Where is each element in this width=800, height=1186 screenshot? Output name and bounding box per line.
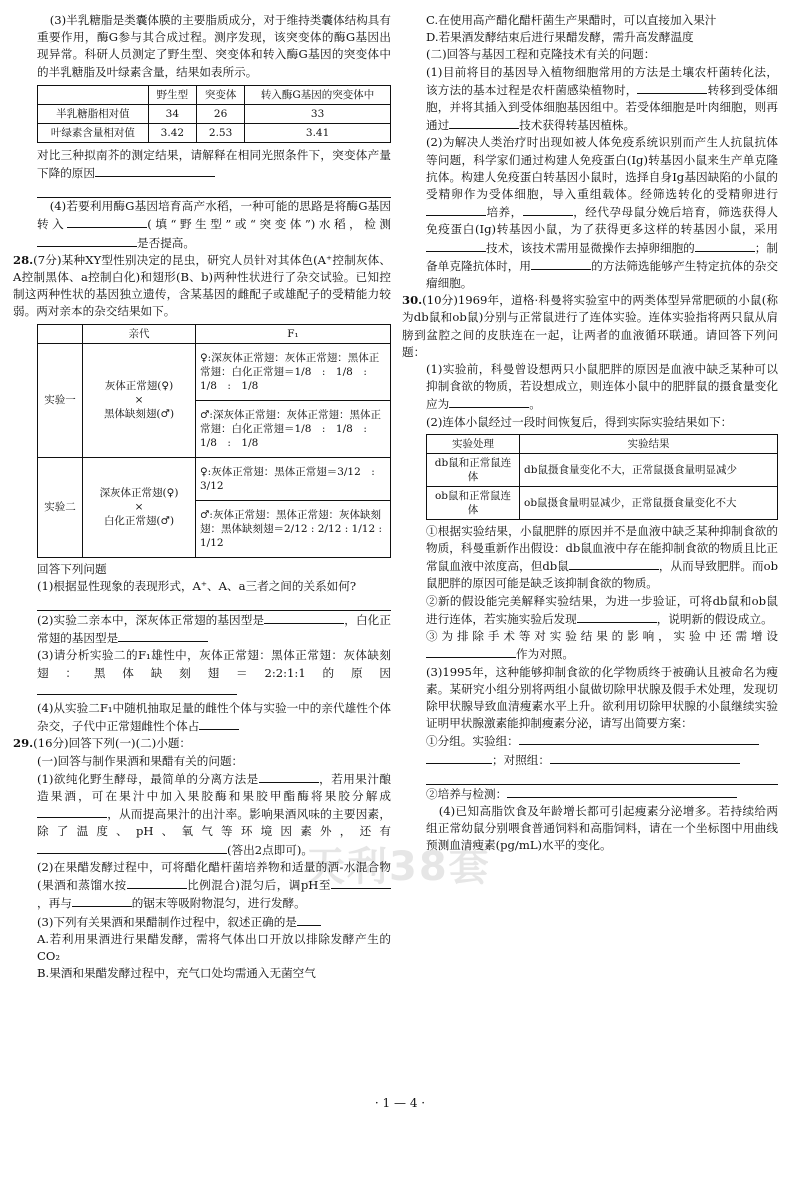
question-text: (16分)回答下列(一)(二)小题： [33, 736, 192, 751]
answer-blank [72, 894, 132, 907]
question-text: (3)下列有关果酒和果醋制作过程中，叙述正确的是 [37, 914, 297, 929]
question-text: (填“野生型”或“突变体”)水稻，检测 [147, 217, 391, 232]
question-number: 29. [13, 736, 34, 751]
question-29-part1-title: (一)回答与制作果酒和果醋有关的问题： [37, 753, 244, 768]
question-text: 是否提高。 [137, 235, 195, 250]
table-header-cell: 转入酶G基因的突变体中 [245, 85, 391, 104]
table-header-cell: 亲代 [83, 324, 196, 343]
paragraph-compare [37, 147, 391, 182]
question-text: ，若用果汁酿造果酒，可在果汁中加入果胶酶和果胶甲酯酶将果胶分解成 [37, 771, 391, 804]
question-text: (7分)某种XY型性别决定的昆虫，研究人员针对其体色(A⁺控制灰体、A控制黑体、a控制白化)和翅形(B、b)两种性状进行了杂交试验。已知控制这两种性状的基因独立遗传，含某基因的雌配子或雄配子的受精能力较弱。两对亲本的杂交结果如下。 [13, 252, 391, 319]
answer-blank [259, 770, 319, 783]
question-text: ①分组。实验组： [426, 734, 519, 749]
question-text: ①根据实验结果，小鼠肥胖的原因并不是血液中缺乏某种抑制食欲的物质，科曼重新作出假设：db鼠血液中存在能抑制食欲的物质且比正常鼠血液中浓度高，但db鼠 [426, 523, 778, 574]
question-29-i-2 [37, 859, 391, 913]
table-header-cell: F₁ [196, 324, 391, 343]
question-text: 培养， [486, 205, 523, 220]
question-30-3-2 [426, 785, 778, 803]
question-text: 作为对照。 [516, 647, 574, 662]
table-header-row [38, 85, 391, 104]
table-row [38, 104, 391, 123]
answer-blank [449, 116, 519, 129]
question-29-ii-2 [426, 134, 778, 292]
right-column [402, 12, 778, 855]
answer-blank [127, 876, 187, 889]
f1-male-cell: ♂:深灰体正常翅：灰体正常翅：黑体正常翅：白化正常翅＝1/8 : 1/8 : 1/8 : 1/8 [196, 400, 391, 457]
answer-blank [67, 215, 147, 228]
table-header-cell [38, 85, 149, 104]
cross-symbol: × [134, 501, 144, 514]
table-cell: 34 [148, 104, 196, 123]
question-text: ，从而导致肥胖。而ob鼠肥胖的原因可能是缺乏该抑制食欲的物质。 [426, 559, 778, 591]
answer-blank [95, 164, 215, 177]
option-d: D.若果酒发酵结束后进行果醋发酵，需升高发酵温度 [426, 30, 694, 45]
question-text: (1)目前将目的基因导入植物细胞常用的方法是土壤农杆菌转化法，该方法的基本过程是农杆菌感染植物时， [426, 64, 778, 97]
f1-male-cell: ♂:灰体正常翅：黑体正常翅：灰体缺刻翅：黑体缺刻翅＝2/12 : 2/12 : 1/12 : 1/12 [196, 500, 391, 557]
option-b: B.果酒和果醋发酵过程中，充气口处均需通入无菌空气 [37, 966, 316, 981]
question-28-2 [37, 611, 391, 647]
table-cell: 26 [196, 104, 244, 123]
question-30 [402, 292, 778, 361]
galactolipid-table [37, 85, 391, 143]
question-30-3-1 [426, 732, 778, 750]
table-cell: 3.41 [245, 123, 391, 142]
table-header-cell: 突变体 [196, 85, 244, 104]
answer-blank [297, 913, 321, 926]
question-30-1: (1)实验前，科曼曾设想两只小鼠肥胖的原因是血液中缺乏某种可以抑制食欲的物质，若设想成立，则连体小鼠中的肥胖鼠的摄食量变化应为 。 [426, 362, 778, 412]
answer-blank [550, 751, 740, 764]
question-text: (3)请分析实验二的F₁雄性中，灰体正常翅：黑体正常翅：灰体缺刻翅：黑体缺刻翅＝2:2:1:1的原因 [37, 648, 391, 680]
question-text: ，经代孕母鼠分娩后培育，筛选获得人免疫蛋白(Ig)转基因小鼠，为了获得更多这样的转基因小鼠，采用 [426, 205, 778, 237]
question-text: (2)实验二亲本中，深灰体正常翅的基因型是 [37, 613, 265, 628]
watermark-text: 天利38套 [305, 844, 491, 890]
question-30-2-3 [426, 628, 778, 663]
option-a: A.若利用果酒进行果醋发酵，需将气体出口开放以排除发酵产生的CO₂ [37, 931, 391, 963]
answer-blank [426, 751, 492, 764]
question-30-3-1b [426, 751, 778, 769]
question-29-i-1 [37, 770, 391, 859]
question-30-2: (2)连体小鼠经过一段时间恢复后，得到实际实验结果如下： [426, 414, 733, 429]
question-text: ②培养与检测： [426, 786, 508, 801]
answer-line [37, 182, 391, 198]
question-text: (答出2点即可)。 [227, 842, 313, 857]
question-text: ；对照组： [492, 752, 550, 767]
answer-blank [523, 203, 573, 216]
question-number: 28. [13, 252, 34, 267]
question-text: ②新的假设能完美解释实验结果，为进一步验证，可将db鼠和ob鼠进行连体，若实施实验后发现 [426, 593, 778, 626]
question-text: (10分)1969年，道格·科曼将实验室中的两类体型异常肥硕的小鼠(称为db鼠和ob鼠)分别与正常鼠进行了连体实验。连体实验指将两只鼠从肩膀到盆腔之间的皮肤连在一起，让两者的血液循环联通。请回答下列问题： [402, 293, 778, 359]
answer-blank [426, 239, 486, 252]
parent-female: 灰体正常翅(♀) [104, 380, 174, 393]
parent-cell [83, 343, 196, 457]
question-text: 技术获得转基因植株。 [519, 118, 636, 133]
table-cell: 2.53 [196, 123, 244, 142]
option-c: C.在使用高产醋化醋杆菌生产果醋时，可以直接加入果汁 [426, 13, 717, 27]
table-cell: ob鼠摄食量明显减少，正常鼠摄食量变化不大 [520, 486, 778, 519]
experiment-label: 实验一 [38, 343, 83, 457]
question-text: ③为排除手术等对实验结果的影响，实验中还需增设 [426, 629, 778, 644]
table-row [427, 453, 778, 486]
question-text: 对比三种拟南芥的测定结果，请解释在相同光照条件下，突变体产量下降的原因 [37, 147, 391, 181]
question-29 [13, 735, 391, 752]
answer-intro: 回答下列问题 [37, 561, 107, 576]
table-row [38, 457, 391, 500]
question-30-3: (3)1995年，这种能够抑制食欲的化学物质终于被确认且被命名为瘦素。某研究小组分别将两组小鼠做切除甲状腺及假手术处理，发现切除甲状腺导致血清瘦素水平上升。欲利用切除甲状腺的小鼠继续实验证明甲状腺激素能抑制瘦素分泌，请写出简要方案： [426, 664, 778, 731]
answer-blank [37, 841, 227, 854]
answer-line [37, 595, 391, 611]
answer-blank [449, 395, 529, 408]
answer-blank [426, 203, 486, 216]
left-column [13, 12, 396, 982]
question-30-4: (4)已知高脂饮食及年龄增长都可引起瘦素分泌增多。若持续给两组正常幼鼠分别喂食普通饲料和高脂饲料，请在一个坐标图中用曲线预测血清瘦素(pg/mL)水平的变化。 [426, 803, 778, 853]
question-text: 比例混合)混匀后，调pH至 [186, 878, 331, 893]
question-30-2-2 [426, 593, 778, 628]
table-header-cell: 野生型 [148, 85, 196, 104]
question-text: ；制备单克隆抗体时，用 [426, 240, 778, 273]
paragraph-q27-4 [37, 198, 391, 252]
answer-blank [426, 645, 516, 658]
table-cell: ob鼠和正常鼠连体 [427, 486, 520, 519]
question-28-1: (1)根据显性现象的表现形式，A⁺、A、a三者之间的关系如何? [37, 578, 357, 593]
answer-blank [637, 81, 707, 94]
table-header-row [38, 324, 391, 343]
table-row [427, 486, 778, 519]
question-29-i-3 [37, 913, 391, 931]
parent-male: 黑体缺刻翅(♂) [103, 408, 175, 421]
table-row [38, 123, 391, 142]
page-number: · 1 — 4 · [374, 1096, 426, 1110]
answer-blank [199, 717, 239, 730]
question-text: ，从而提高果汁的出汁率。影响果酒风味的主要因素，除了温度、pH、氧气等环境因素外，还有 [37, 807, 391, 839]
question-text: (4)从实验二F₁中随机抽取足量的雌性个体与实验一中的亲代雄性个体杂交，子代中正常翅雌性个体占 [37, 701, 391, 734]
table-cell: 半乳糖脂相对值 [38, 104, 149, 123]
table-cell: db鼠和正常鼠连体 [427, 453, 520, 486]
table-header-cell [38, 324, 83, 343]
question-text: (1)欲纯化野生酵母，最简单的分离方法是 [37, 771, 259, 786]
f1-female-cell: ♀:深灰体正常翅：灰体正常翅：黑体正常翅：白化正常翅＝1/8 : 1/8 : 1/8 : 1/8 [196, 343, 391, 400]
parabiosis-table [426, 434, 778, 520]
answer-blank [569, 557, 659, 570]
question-28-4 [37, 700, 391, 735]
question-number: 30. [402, 293, 423, 308]
table-cell: 33 [245, 104, 391, 123]
answer-blank [519, 732, 759, 745]
table-header-cell: 实验结果 [520, 434, 778, 453]
table-cell: 叶绿素含量相对值 [38, 123, 149, 142]
question-text: 的方法筛选能够产生特定抗体的杂交瘤细胞。 [426, 258, 778, 291]
table-cell: db鼠摄食量变化不大，正常鼠摄食量明显减少 [520, 453, 778, 486]
question-text: (4)若要利用酶G基因培育高产水稻，一种可能的思路是将酶G基因转入 [37, 199, 391, 232]
cross-experiment-table [37, 324, 396, 558]
question-28-3 [37, 647, 391, 700]
question-text: ，说明新的假设成立。 [656, 611, 773, 626]
question-29-ii-1 [426, 64, 778, 135]
question-text: (1)实验前，科曼曾设想两只小鼠肥胖的原因是血液中缺乏某种可以抑制食欲的物质，若设想成立，则连体小鼠中的肥胖鼠的摄食量变化应为 [426, 362, 778, 412]
paragraph-q27-3: (3)半乳糖脂是类囊体膜的主要脂质成分，对于维持类囊体结构具有重要作用，酶G参与其合成过程。测序发现，该突变体的酶G基因出现异常。科研人员测定了野生型、突变体和转入酶G基因的突变体中的半乳糖脂及叶绿素含量，结果如表所示。 [37, 13, 391, 79]
parent-female: 深灰体正常翅(♀) [99, 487, 179, 500]
table-header-cell: 实验处理 [427, 434, 520, 453]
answer-blank [37, 682, 237, 695]
answer-blank [507, 785, 737, 798]
answer-blank [264, 611, 344, 624]
answer-blank [577, 610, 657, 623]
question-text: 转移到受体细胞，并将其插入到受体细胞基因组中。若受体细胞是叶肉细胞，则再通过 [426, 82, 778, 133]
answer-blank [37, 234, 137, 247]
answer-blank [37, 805, 107, 818]
answer-blank [531, 257, 591, 270]
question-text: ，白化正常翅的基因型是 [37, 613, 391, 646]
question-29-part2-title: (二)回答与基因工程和克隆技术有关的问题： [426, 47, 656, 62]
question-30-2-1 [426, 523, 778, 593]
question-text: ，再与 [37, 896, 72, 911]
parent-cell [83, 457, 196, 557]
table-cell: 3.42 [148, 123, 196, 142]
experiment-label: 实验二 [38, 457, 83, 557]
question-text: 的锯末等吸附物混匀，进行发酵。 [131, 896, 306, 911]
cross-symbol: × [134, 394, 144, 407]
answer-blank [331, 876, 391, 889]
table-row [38, 343, 391, 400]
table-header-row [427, 434, 778, 453]
answer-line [426, 769, 778, 785]
question-28 [13, 252, 391, 321]
parent-male: 白化正常翅(♂) [103, 515, 175, 528]
answer-blank [695, 239, 755, 252]
question-text: 技术，该技术需用显微操作去掉卵细胞的 [486, 240, 695, 255]
question-text: (2)为解决人类治疗时出现如被人体免疫系统识别而产生人抗鼠抗体等问题，科学家们通过构建人免疫蛋白(Ig)转基因小鼠来生产单克隆抗体。构建人免疫蛋白转基因小鼠时，选择自身Ig基因缺陷的小鼠的受精卵作为受体细胞，导入重组载体。经筛选转化的受精卵进行 [426, 135, 778, 202]
answer-blank [118, 629, 208, 642]
f1-female-cell: ♀:灰体正常翅：黑体正常翅＝3/12 : 3/12 [196, 457, 391, 500]
question-text: (2)在果醋发酵过程中，可将醋化醋杆菌培养物和适量的酒-水混合物(果酒和蒸馏水按 [37, 859, 391, 893]
